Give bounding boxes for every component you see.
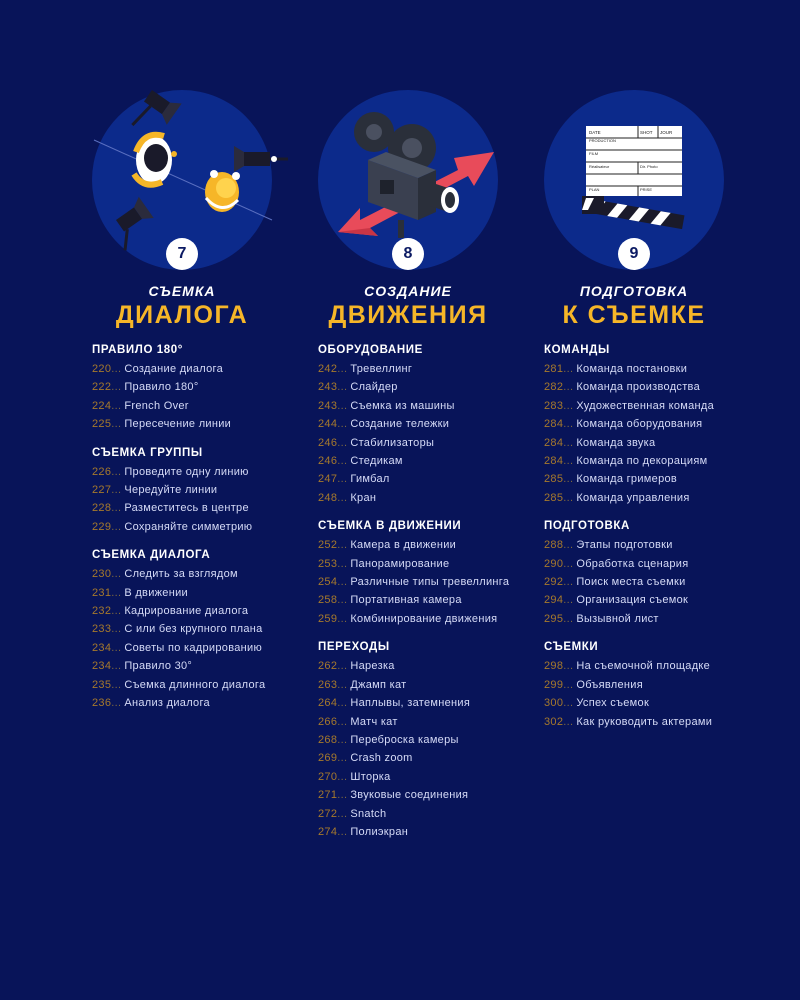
page-number: 294	[544, 594, 564, 607]
chapter-heading	[308, 282, 508, 330]
toc-entry[interactable]	[92, 518, 318, 536]
section-title: ОБОРУДОВАНИЕ	[318, 344, 423, 356]
leader-dots: ...	[337, 807, 348, 820]
chapter-heading	[534, 282, 734, 330]
toc-entry[interactable]	[318, 786, 544, 804]
page-number: 269	[318, 752, 338, 765]
page-number: 232	[92, 605, 112, 618]
entry-title: Организация съемок	[576, 594, 689, 607]
chapter-title-big: К СЪЕМКЕ	[562, 301, 706, 329]
page-number: 299	[544, 678, 564, 691]
toc-entry[interactable]	[92, 397, 318, 415]
leader-dots: ...	[111, 605, 122, 618]
page-number: 220	[92, 363, 112, 375]
leader-dots: ...	[337, 594, 348, 607]
page-number: 235	[92, 678, 112, 691]
entry-title: Следить за взглядом	[124, 568, 238, 581]
leader-dots: ...	[111, 484, 122, 497]
section-title: СЪЕМКА ГРУППЫ	[92, 446, 203, 459]
entry-title: Съемка из машины	[350, 399, 455, 412]
entry-title: Советы по кадрированию	[124, 641, 263, 654]
entry-title: Как руководить актерами	[576, 715, 713, 728]
leader-dots: ...	[111, 502, 122, 515]
page-number: 244	[318, 418, 338, 431]
entry-title: Камера в движении	[350, 539, 457, 552]
leader-dots: ...	[337, 789, 348, 802]
section-title: ПОДГОТОВКА	[544, 520, 630, 533]
page-number: 264	[318, 697, 338, 710]
entry-title: Тревеллинг	[350, 363, 413, 375]
section-title: КОМАНДЫ	[544, 344, 610, 356]
page-number: 233	[92, 623, 112, 636]
leader-dots: ...	[563, 715, 574, 728]
leader-dots: ...	[111, 641, 122, 654]
toc-entry[interactable]	[544, 452, 770, 470]
entry-title: French Over	[124, 399, 189, 412]
page-number: 246	[318, 455, 338, 468]
entry-title: В движении	[124, 586, 188, 599]
page-number: 263	[318, 678, 338, 691]
page-number: 254	[318, 576, 338, 589]
clapper-label: PRODUCTION	[589, 138, 616, 143]
leader-dots: ...	[111, 418, 122, 431]
entry-title: Чередуйте линии	[124, 484, 218, 497]
page-number: 225	[92, 418, 112, 431]
toc-entry[interactable]	[544, 470, 770, 488]
leader-dots: ...	[111, 465, 122, 478]
entry-title: Слайдер	[350, 381, 398, 394]
toc-entry[interactable]	[544, 489, 770, 507]
page-number: 227	[92, 484, 112, 497]
leader-dots: ...	[337, 825, 348, 838]
toc-section	[92, 548, 318, 712]
toc-entry[interactable]	[318, 676, 544, 694]
toc-entry[interactable]	[544, 536, 770, 554]
chapter-title-small: ПОДГОТОВКА	[579, 283, 689, 299]
toc-entry[interactable]	[92, 602, 318, 620]
page-number: 282	[544, 381, 564, 394]
page-number: 266	[318, 715, 338, 728]
toc-entry[interactable]	[318, 536, 544, 554]
entry-title: Шторка	[350, 770, 391, 783]
toc-entry[interactable]	[318, 768, 544, 786]
chapter-number-badge: 7	[166, 238, 198, 270]
chapter-sections	[318, 343, 544, 853]
leader-dots: ...	[563, 660, 574, 673]
toc-entry[interactable]	[318, 823, 544, 841]
section-title: ПРАВИЛО 180°	[92, 344, 183, 356]
leader-dots: ...	[337, 678, 348, 691]
page-number: 243	[318, 399, 338, 412]
clapper-label: Dir. Photo	[640, 164, 658, 169]
leader-dots: ...	[337, 539, 348, 552]
page-number: 288	[544, 539, 564, 552]
page-number: 271	[318, 789, 338, 802]
toc-entry[interactable]	[318, 452, 544, 470]
clapper-label: Réalisateur	[589, 164, 610, 169]
chapter-number-badge: 8	[392, 238, 424, 270]
chapter-sections	[92, 343, 318, 725]
toc-entry[interactable]	[318, 657, 544, 675]
toc-entry[interactable]	[318, 805, 544, 823]
leader-dots: ...	[563, 697, 574, 710]
page-number: 224	[92, 399, 112, 412]
leader-dots: ...	[111, 623, 122, 636]
entry-title: Команда производства	[576, 381, 700, 394]
entry-title: Звуковые соединения	[350, 789, 469, 802]
entry-title: Гимбал	[350, 473, 390, 486]
toc-section	[544, 640, 770, 731]
toc-entry[interactable]	[318, 555, 544, 573]
entry-title: Объявления	[576, 678, 643, 691]
page-number: 258	[318, 594, 338, 607]
page-number: 284	[544, 455, 564, 468]
page-number: 226	[92, 465, 112, 478]
leader-dots: ...	[337, 363, 348, 375]
toc-entry[interactable]	[92, 639, 318, 657]
leader-dots: ...	[337, 473, 348, 486]
page-number: 274	[318, 825, 338, 838]
toc-section	[544, 343, 770, 507]
entry-title: Правило 30°	[124, 660, 193, 673]
page-number: 234	[92, 660, 112, 673]
leader-dots: ...	[337, 418, 348, 431]
leader-dots: ...	[563, 399, 574, 412]
toc-entry[interactable]	[318, 731, 544, 749]
leader-dots: ...	[563, 612, 574, 625]
toc-entry[interactable]	[544, 657, 770, 675]
entry-title: Панорамирование	[350, 557, 450, 570]
entry-title: Разместитесь в центре	[124, 502, 249, 515]
toc-entry[interactable]	[318, 360, 544, 378]
toc-entry[interactable]	[544, 415, 770, 433]
page-number: 302	[544, 715, 564, 728]
entry-title: Полиэкран	[350, 825, 409, 838]
page-number: 284	[544, 418, 564, 431]
page-number: 243	[318, 381, 338, 394]
toc-entry[interactable]	[318, 434, 544, 452]
clapper-label: DATE	[589, 130, 601, 135]
entry-title: На съемочной площадке	[576, 660, 711, 673]
entry-title: Стедикам	[350, 455, 403, 468]
entry-title: Успех съемок	[576, 697, 650, 710]
clapper-label: JOUR	[660, 130, 673, 135]
page-number: 270	[318, 770, 338, 783]
page-number: 290	[544, 557, 564, 570]
toc-entry[interactable]	[544, 378, 770, 396]
page-number: 252	[318, 539, 338, 552]
page-number: 262	[318, 660, 338, 673]
leader-dots: ...	[563, 363, 574, 375]
entry-title: Правило 180°	[124, 381, 199, 394]
toc-entry[interactable]	[544, 676, 770, 694]
toc-entry[interactable]	[92, 584, 318, 602]
toc-entry[interactable]	[318, 378, 544, 396]
leader-dots: ...	[337, 660, 348, 673]
toc-section	[318, 343, 544, 507]
leader-dots: ...	[111, 363, 122, 375]
entry-title: Кран	[350, 491, 377, 504]
leader-dots: ...	[111, 586, 122, 599]
page-number: 268	[318, 733, 338, 746]
page-number: 284	[544, 436, 564, 449]
page-number: 247	[318, 473, 338, 486]
section-title: ПЕРЕХОДЫ	[318, 641, 390, 654]
toc-entry[interactable]	[92, 463, 318, 481]
entry-title: Кадрирование диалога	[124, 605, 249, 618]
leader-dots: ...	[111, 697, 122, 710]
leader-dots: ...	[337, 399, 348, 412]
toc-entry[interactable]	[544, 694, 770, 712]
leader-dots: ...	[337, 733, 348, 746]
clapper-label: PLAN	[589, 187, 600, 192]
page-number: 295	[544, 612, 564, 625]
toc-entry[interactable]	[544, 434, 770, 452]
entry-title: Команда постановки	[576, 363, 688, 375]
toc-entry[interactable]	[92, 378, 318, 396]
entry-title: Команда оборудования	[576, 418, 703, 431]
entry-title: Команда по декорациям	[576, 455, 708, 468]
leader-dots: ...	[563, 381, 574, 394]
leader-dots: ...	[563, 455, 574, 468]
page-number: 259	[318, 612, 338, 625]
toc-entry[interactable]	[318, 415, 544, 433]
toc-entry[interactable]	[544, 713, 770, 731]
entry-title: Создание тележки	[350, 418, 450, 431]
toc-entry[interactable]	[318, 573, 544, 591]
page-number: 246	[318, 436, 338, 449]
toc-entry[interactable]	[318, 749, 544, 767]
entry-title: Сохраняйте симметрию	[124, 520, 253, 533]
leader-dots: ...	[337, 491, 348, 504]
leader-dots: ...	[563, 576, 574, 589]
clapper-label: FILM	[589, 151, 599, 156]
toc-entry[interactable]	[318, 489, 544, 507]
entry-title: Джамп кат	[350, 678, 407, 691]
entry-title: Проведите одну линию	[124, 465, 249, 478]
chapter-sections	[544, 343, 770, 743]
leader-dots: ...	[337, 715, 348, 728]
page-number: 229	[92, 520, 112, 533]
page-number: 281	[544, 363, 564, 375]
clapper-label: PRISE	[640, 187, 653, 192]
entry-title: Портативная камера	[350, 594, 462, 607]
toc-section	[92, 343, 318, 434]
page-number: 236	[92, 697, 112, 710]
leader-dots: ...	[563, 557, 574, 570]
toc-entry[interactable]	[544, 573, 770, 591]
entry-title: Съемка длинного диалога	[124, 678, 266, 691]
toc-entry[interactable]	[318, 591, 544, 609]
entry-title: Snatch	[350, 807, 387, 820]
toc-entry[interactable]	[544, 555, 770, 573]
toc-entry[interactable]	[92, 415, 318, 433]
chapter-heading	[82, 282, 282, 330]
entry-title: Обработка сценария	[576, 557, 689, 570]
entry-title: Комбинирование движения	[350, 612, 498, 625]
leader-dots: ...	[337, 770, 348, 783]
entry-title: Команда гримеров	[576, 473, 678, 486]
leader-dots: ...	[337, 557, 348, 570]
leader-dots: ...	[337, 612, 348, 625]
entry-title: Анализ диалога	[124, 697, 210, 710]
toc-entry[interactable]	[92, 565, 318, 583]
entry-title: Наплывы, затемнения	[350, 697, 471, 710]
page-number: 298	[544, 660, 564, 673]
toc-entry[interactable]	[92, 481, 318, 499]
chapter-title-big: ДИАЛОГА	[115, 301, 249, 329]
chapter-title-small: СЪЕМКА	[148, 283, 216, 299]
toc-entry[interactable]	[92, 694, 318, 712]
leader-dots: ...	[563, 539, 574, 552]
toc-entry[interactable]	[318, 694, 544, 712]
leader-dots: ...	[337, 436, 348, 449]
page-number: 300	[544, 697, 564, 710]
toc-section	[544, 519, 770, 628]
leader-dots: ...	[111, 520, 122, 533]
toc-entry[interactable]	[92, 360, 318, 378]
page-number: 285	[544, 491, 564, 504]
entry-title: Стабилизаторы	[350, 436, 435, 449]
toc-entry[interactable]	[92, 676, 318, 694]
leader-dots: ...	[563, 678, 574, 691]
leader-dots: ...	[111, 399, 122, 412]
leader-dots: ...	[337, 576, 348, 589]
page-number: 234	[92, 641, 112, 654]
entry-title: Переброска камеры	[350, 733, 459, 746]
entry-title: Пересечение линии	[124, 418, 232, 431]
clapper-label: SHOT	[640, 130, 653, 135]
page-number: 242	[318, 363, 338, 375]
page-number: 228	[92, 502, 112, 515]
entry-title: Команда звука	[576, 436, 656, 449]
toc-entry[interactable]	[544, 397, 770, 415]
leader-dots: ...	[337, 697, 348, 710]
toc-entry[interactable]	[318, 397, 544, 415]
entry-title: Создание диалога	[124, 363, 224, 375]
entry-title: С или без крупного плана	[124, 623, 263, 636]
toc-entry[interactable]	[544, 360, 770, 378]
page-number: 253	[318, 557, 338, 570]
leader-dots: ...	[111, 381, 122, 394]
page-number: 248	[318, 491, 338, 504]
leader-dots: ...	[111, 568, 122, 581]
toc-entry[interactable]	[318, 470, 544, 488]
page-number: 285	[544, 473, 564, 486]
toc-entry[interactable]	[318, 713, 544, 731]
section-title: СЪЕМКА В ДВИЖЕНИИ	[318, 520, 462, 533]
leader-dots: ...	[111, 678, 122, 691]
chapter-number-badge: 9	[618, 238, 650, 270]
entry-title: Художественная команда	[576, 399, 715, 412]
leader-dots: ...	[563, 491, 574, 504]
leader-dots: ...	[337, 455, 348, 468]
page-number: 222	[92, 381, 112, 394]
page-number: 292	[544, 576, 564, 589]
section-title: СЪЕМКИ	[544, 641, 599, 654]
toc-entry[interactable]	[92, 499, 318, 517]
toc-section	[318, 640, 544, 841]
toc-entry[interactable]	[544, 591, 770, 609]
entry-title: Вызывной лист	[576, 612, 659, 625]
section-title: СЪЕМКА ДИАЛОГА	[92, 549, 211, 562]
entry-title: Матч кат	[350, 715, 398, 728]
entry-title: Этапы подготовки	[576, 539, 673, 552]
page-number: 231	[92, 586, 112, 599]
page-number: 230	[92, 568, 112, 581]
leader-dots: ...	[111, 660, 122, 673]
leader-dots: ...	[337, 752, 348, 765]
toc-section	[318, 519, 544, 628]
entry-title: Команда управления	[576, 491, 690, 504]
toc-section	[92, 446, 318, 537]
chapter-title-big: ДВИЖЕНИЯ	[328, 301, 488, 329]
toc-entry[interactable]	[544, 610, 770, 628]
entry-title: Нарезка	[350, 660, 395, 673]
entry-title: Поиск места съемки	[576, 576, 686, 589]
entry-title: Различные типы тревеллинга	[350, 576, 510, 589]
leader-dots: ...	[563, 418, 574, 431]
toc-entry[interactable]	[92, 657, 318, 675]
leader-dots: ...	[337, 381, 348, 394]
toc-entry[interactable]	[92, 620, 318, 638]
leader-dots: ...	[563, 473, 574, 486]
chapter-title-small: СОЗДАНИЕ	[364, 283, 452, 299]
entry-title: Crash zoom	[350, 752, 413, 765]
page-number: 272	[318, 807, 338, 820]
leader-dots: ...	[563, 436, 574, 449]
leader-dots: ...	[563, 594, 574, 607]
toc-entry[interactable]	[318, 610, 544, 628]
page-number: 283	[544, 399, 564, 412]
